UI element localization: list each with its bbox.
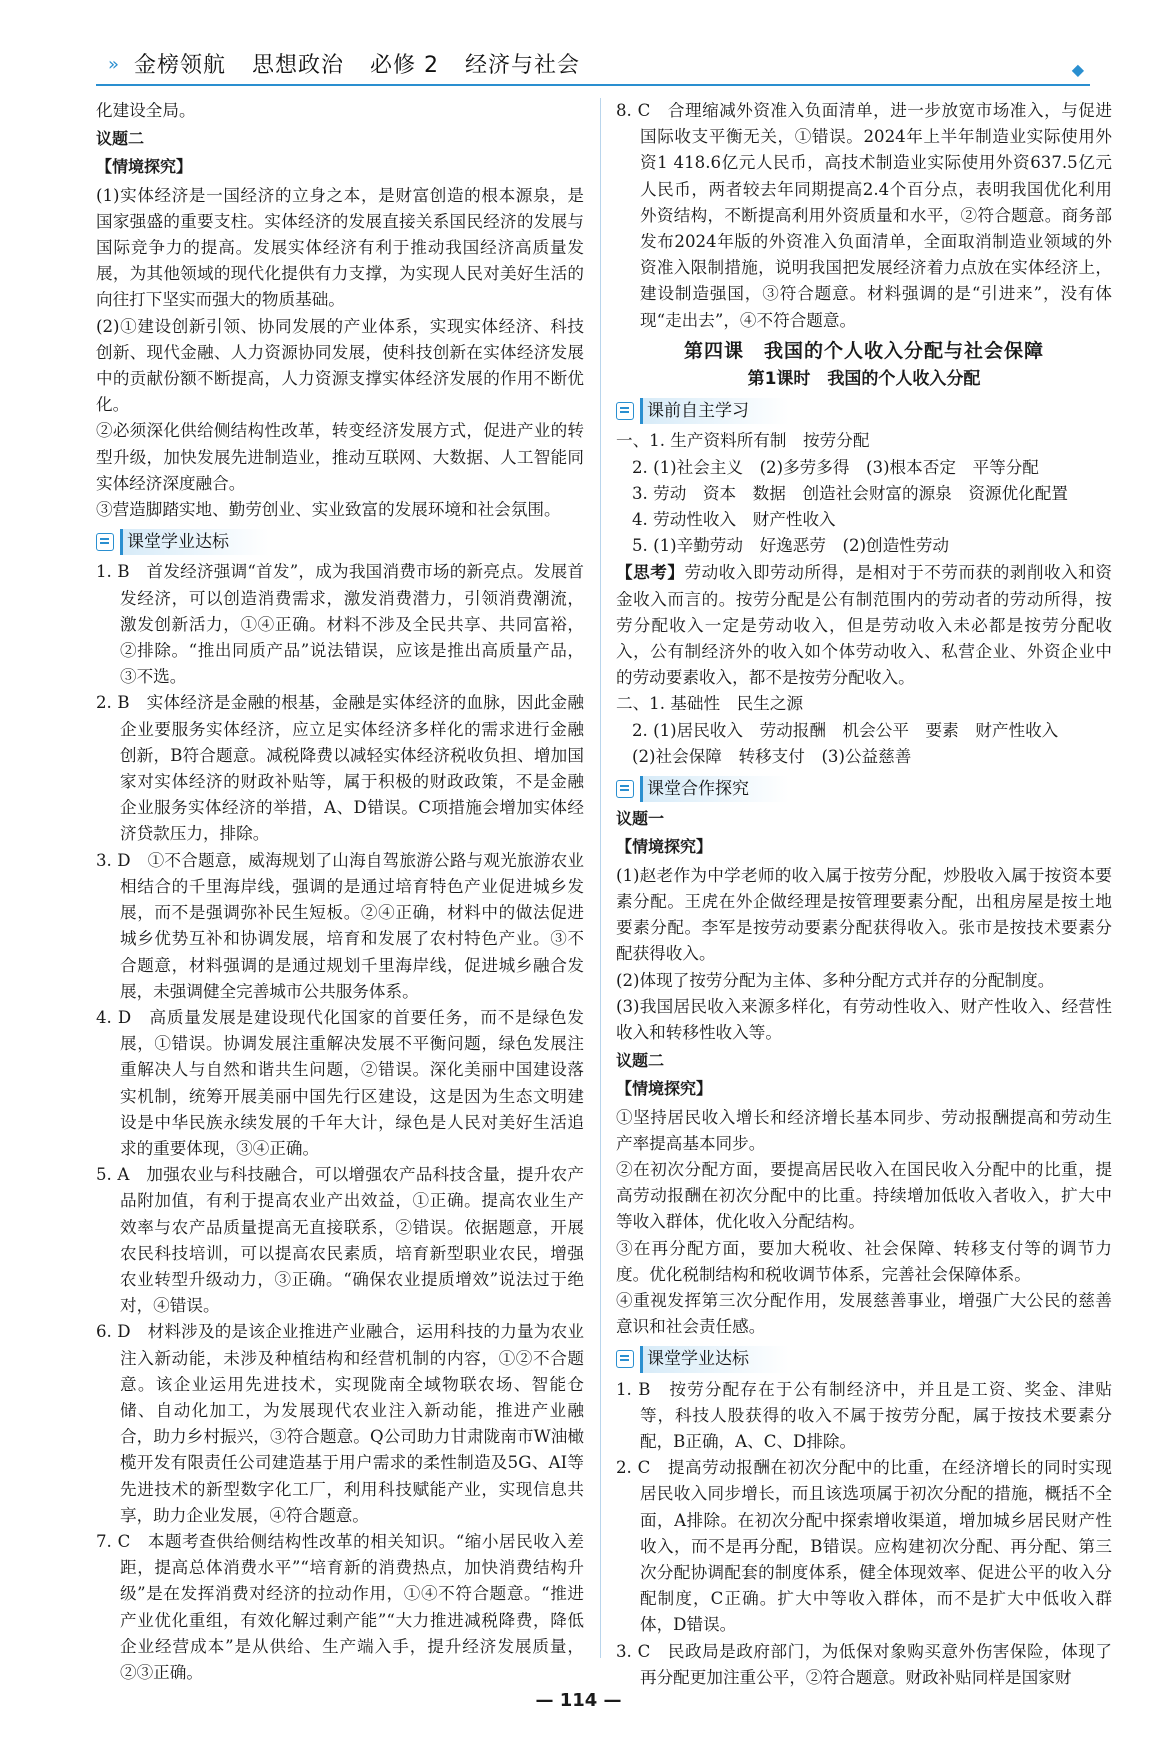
answer-line: 一、1. 生产资料所有制 按劳分配 — [616, 431, 870, 451]
answer-line: 3. 劳动 资本 数据 创造社会财富的源泉 资源优化配置 — [632, 483, 1068, 503]
diamond-icon: ◆ — [1071, 60, 1084, 79]
answer-line: 5. (1)辛勤劳动 好逸恶劳 (2)创造性劳动 — [632, 536, 950, 556]
answer-item: 3. C 民政局是政府部门，为低保对象购买意外伤害保险，体现了再分配更加注重公平，②符合题意。财政补贴同样是国家财 — [616, 1641, 1112, 1687]
lesson-subtitle: 第1课时 我国的个人收入分配 — [747, 369, 981, 390]
think-label: 【思考】 — [616, 562, 685, 583]
section-title: 课堂学业达标 — [640, 1346, 789, 1372]
answer-item: 4. D 高质量发展是建设现代化国家的首要任务，而不是绿色发展，①错误。协调发展注重解决发展不平衡问题，绿色发展注重解决人与自然和谐共生问题，②错误。深化美丽中国建设落实机制，统筹开展美丽中国先行区建设，这是因为生态文明建设是中华民族永续发展的千年大计，绿色是人民对美好生活追求的重要体现，③④正确。 — [96, 1007, 584, 1158]
paragraph: ②在初次分配方面，要提高居民收入在国民收入分配中的比重，提高劳动报酬在初次分配中的比重。持续增加低收入者收入，扩大中等收入群体，优化收入分配结构。 — [616, 1159, 1112, 1232]
paragraph: ④重视发挥第三次分配作用，发展慈善事业，增强广大公民的慈善意识和社会责任感。 — [616, 1290, 1112, 1337]
section-heading — [616, 776, 1112, 802]
double-chevron-icon: » — [108, 54, 120, 75]
answer-item: 7. C 本题考查供给侧结构性改革的相关知识。“缩小居民收入差距，提高总体消费水平”“培育新的消费热点，加快消费结构升级”是在发挥消费对经济的拉动作用，①④不符合题意。“推进产业优化重组，有效化解过剩产能”“大力推进减税降费，降低企业经营成本”是从供给、生产端入手，提升经济发展质量，②③正确。 — [96, 1531, 584, 1682]
subject-name: 思想政治 — [252, 53, 345, 78]
topic-heading: 议题二 — [616, 1051, 665, 1071]
answer-line: 2. (1)居民收入 劳动报酬 机会公平 要素 财产性收入 — [632, 720, 1059, 740]
left-column — [96, 98, 584, 1686]
paragraph: (1)赵老作为中学老师的收入属于按劳分配，炒股收入属于按资本要素分配。王虎在外企做经理是按管理要素分配，出租房屋是按土地要素分配。李军是按劳动要素分配获得收入。张市是按技术要素分配获得收入。 — [616, 865, 1112, 964]
answer-line: 4. 劳动性收入 财产性收入 — [632, 510, 836, 530]
section-title: 课堂学业达标 — [120, 529, 269, 555]
topic-heading: 议题二 — [96, 129, 145, 149]
situation-label: 【情境探究】 — [616, 1079, 713, 1099]
page-number: — 114 — — [535, 1690, 622, 1711]
answer-item: 1. B 按劳分配存在于公有制经济中，并且是工资、奖金、津贴等，科技人股获得的收入不属于按劳分配，属于按技术要素分配，B正确，A、C、D排除。 — [616, 1379, 1112, 1451]
answer-item: 1. B 首发经济强调“首发”，成为我国消费市场的新亮点。发展首发经济，可以创造消费需求，激发消费潜力，引领消费潮流，激发创新活力，①④正确。材料不涉及全民共享、共同富裕，②排除。“推出同质产品”说法错误，应该是推出高质量产品，③不选。 — [96, 562, 584, 687]
notebook-icon — [616, 780, 634, 798]
answer-item: 2. B 实体经济是金融的根基，金融是实体经济的血脉，因此金融企业要服务实体经济，应立足实体经济多样化的需求进行金融创新，B符合题意。减税降费以减轻实体经济税收负担、增加国家对实体经济的财政补贴等，属于积极的财政政策，不是金融企业服务实体经济的举措，A、D错误。C项措施会增加实体经济贷款压力，排除。 — [96, 693, 584, 844]
section-heading — [96, 529, 584, 555]
volume-name: 经济与社会 — [465, 53, 581, 78]
section-title: 课前自主学习 — [640, 398, 789, 424]
answer-item: 6. D 材料涉及的是该企业推进产业融合，运用科技的力量为农业注入新动能，未涉及种植结构和经营机制的内容，①②不合题意。该企业运用先进技术，实现陇南全域物联农场、智能仓储、自动化加工，为发展现代农业注入新动能，推进产业融合，助力乡村振兴，③符合题意。Q公司助力甘肃陇南市W油橄榄开发有限责任公司建造基于用户需求的柔性制造及5G、AI等先进技术的新型数字化工厂，利用科技赋能产业，实现信息共享，助力企业发展，④符合题意。 — [96, 1322, 584, 1525]
notebook-icon — [616, 1350, 634, 1368]
text-line: 化建设全局。 — [96, 101, 196, 120]
topic-heading: 议题一 — [616, 809, 665, 829]
think-text: 劳动收入即劳动所得，是相对于不劳而获的剥削收入和资金收入而言的。按劳分配是公有制范围内的劳动者的劳动所得，按劳分配收入一定是劳动收入，但是劳动收入未必都是按劳分配收入，公有制经济外的收入如个体劳动收入、私营企业、外资企业中的劳动要素收入，都不是按劳分配收入。 — [616, 563, 1113, 688]
notebook-icon — [96, 533, 114, 551]
brand-name: 金榜领航 — [134, 53, 227, 78]
notebook-icon — [616, 402, 634, 420]
paragraph: ③营造脚踏实地、勤劳创业、实业致富的发展环境和社会氛围。 — [96, 500, 561, 520]
lesson-title: 第四课 我国的个人收入分配与社会保障 — [683, 339, 1044, 362]
book-name: 必修 2 — [370, 53, 440, 78]
section-heading — [616, 1346, 1112, 1372]
answer-item: 5. A 加强农业与科技融合，可以增强农产品科技含量，提升农产品附加值，有利于提高农业产出效益，①正确。提高农业生产效率与农产品质量提高无直接联系，②错误。依据题意，开展农民科技培训，可以提高农民素质，培育新型职业农民，增强农业转型升级动力，③正确。“确保农业提质增效”说法过于绝对，④错误。 — [96, 1165, 584, 1316]
paragraph: (1)实体经济是一国经济的立身之本，是财富创造的根本源泉，是国家强盛的重要支柱。实体经济的发展直接关系国民经济的发展与国际竞争力的提高。发展实体经济有利于推动我国经济高质量发展，为其他领域的现代化提供有力支撑，为实现人民对美好生活的向往打下坚实而强大的物质基础。 — [96, 185, 584, 310]
answer-item: 3. D ①不合题意，威海规划了山海自驾旅游公路与观光旅游农业相结合的千里海岸线，强调的是通过培育特色产业促进城乡发展，而不是强调弥补民生短板。②④正确，材料中的做法促进城乡优势互补和协调发展，培育和发展了农村特色产业。③不合题意，材料强调的是通过规划千里海岸线，促进城乡融合发展，未强调健全完善城市公共服务体系。 — [96, 850, 584, 1001]
paragraph: ①坚持居民收入增长和经济增长基本同步、劳动报酬提高和劳动生产率提高基本同步。 — [616, 1107, 1112, 1153]
section-heading — [616, 398, 1112, 424]
paragraph: (2)①建设创新引领、协同发展的产业体系，实现实体经济、科技创新、现代金融、人力资源协同发展，使科技创新在实体经济发展中的贡献份额不断提高，人力资源支撑实体经济发展的作用不断优化。 — [96, 316, 584, 415]
answer-item: 2. C 提高劳动报酬在初次分配中的比重，在经济增长的同时实现居民收入同步增长，而且该选项属于初次分配的措施，概括不全面，A排除。在初次分配中探索增收渠道，增加城乡居民财产性收入，而不是再分配，B错误。应构建初次分配、再分配、第三次分配协调配套的制度体系，健全体现效率、促进公平的收入分配制度，C正确。扩大中等收入群体，而不是扩大中低收入群体，D错误。 — [616, 1458, 1112, 1635]
paragraph: ③在再分配方面，要加大税收、社会保障、转移支付等的调节力度。优化税制结构和税收调节体系，完善社会保障体系。 — [616, 1238, 1112, 1284]
paragraph: (2)体现了按劳分配为主体、多种分配方式并存的分配制度。 — [616, 970, 1055, 990]
page-header — [96, 44, 1090, 86]
paragraph: (3)我国居民收入来源多样化，有劳动性收入、财产性收入、经营性收入和转移性收入等。 — [616, 996, 1112, 1042]
column-divider — [600, 98, 601, 1658]
situation-label: 【情境探究】 — [96, 157, 193, 177]
answer-item: 8. C 合理缩减外资准入负面清单，进一步放宽市场准入，与促进国际收支平衡无关，①错误。2024年上半年制造业实际使用外资1 418.6亿元人民币，高技术制造业实际使用外资637.5亿元人民币，两者较去年同期提高2.4个百分点，表明我国优化利用外资结构，不断提高利用外资质量和水平，②符合题意。商务部发布2024年版的外资准入负面清单，全面取消制造业领域的外资准入限制措施，说明我国把发展经济着力点放在实体经济上，建设制造强国，③符合题意。材料强调的是“引进来”，没有体现“走出去”，④不符合题意。 — [616, 101, 1112, 330]
answer-line: (2)社会保障 转移支付 (3)公益慈善 — [632, 746, 912, 766]
right-column — [616, 98, 1112, 1691]
paragraph: ②必须深化供给侧结构性改革，转变经济发展方式，促进产业的转型升级，加快发展先进制造业，推动互联网、大数据、人工智能同实体经济深度融合。 — [96, 421, 584, 493]
section-title: 课堂合作探究 — [640, 776, 789, 802]
answer-line: 2. (1)社会主义 (2)多劳多得 (3)根本否定 平等分配 — [632, 457, 1039, 477]
answer-line: 二、1. 基础性 民生之源 — [616, 694, 804, 714]
think-paragraph — [616, 559, 1112, 691]
situation-label: 【情境探究】 — [616, 837, 713, 857]
header-title — [134, 48, 606, 79]
